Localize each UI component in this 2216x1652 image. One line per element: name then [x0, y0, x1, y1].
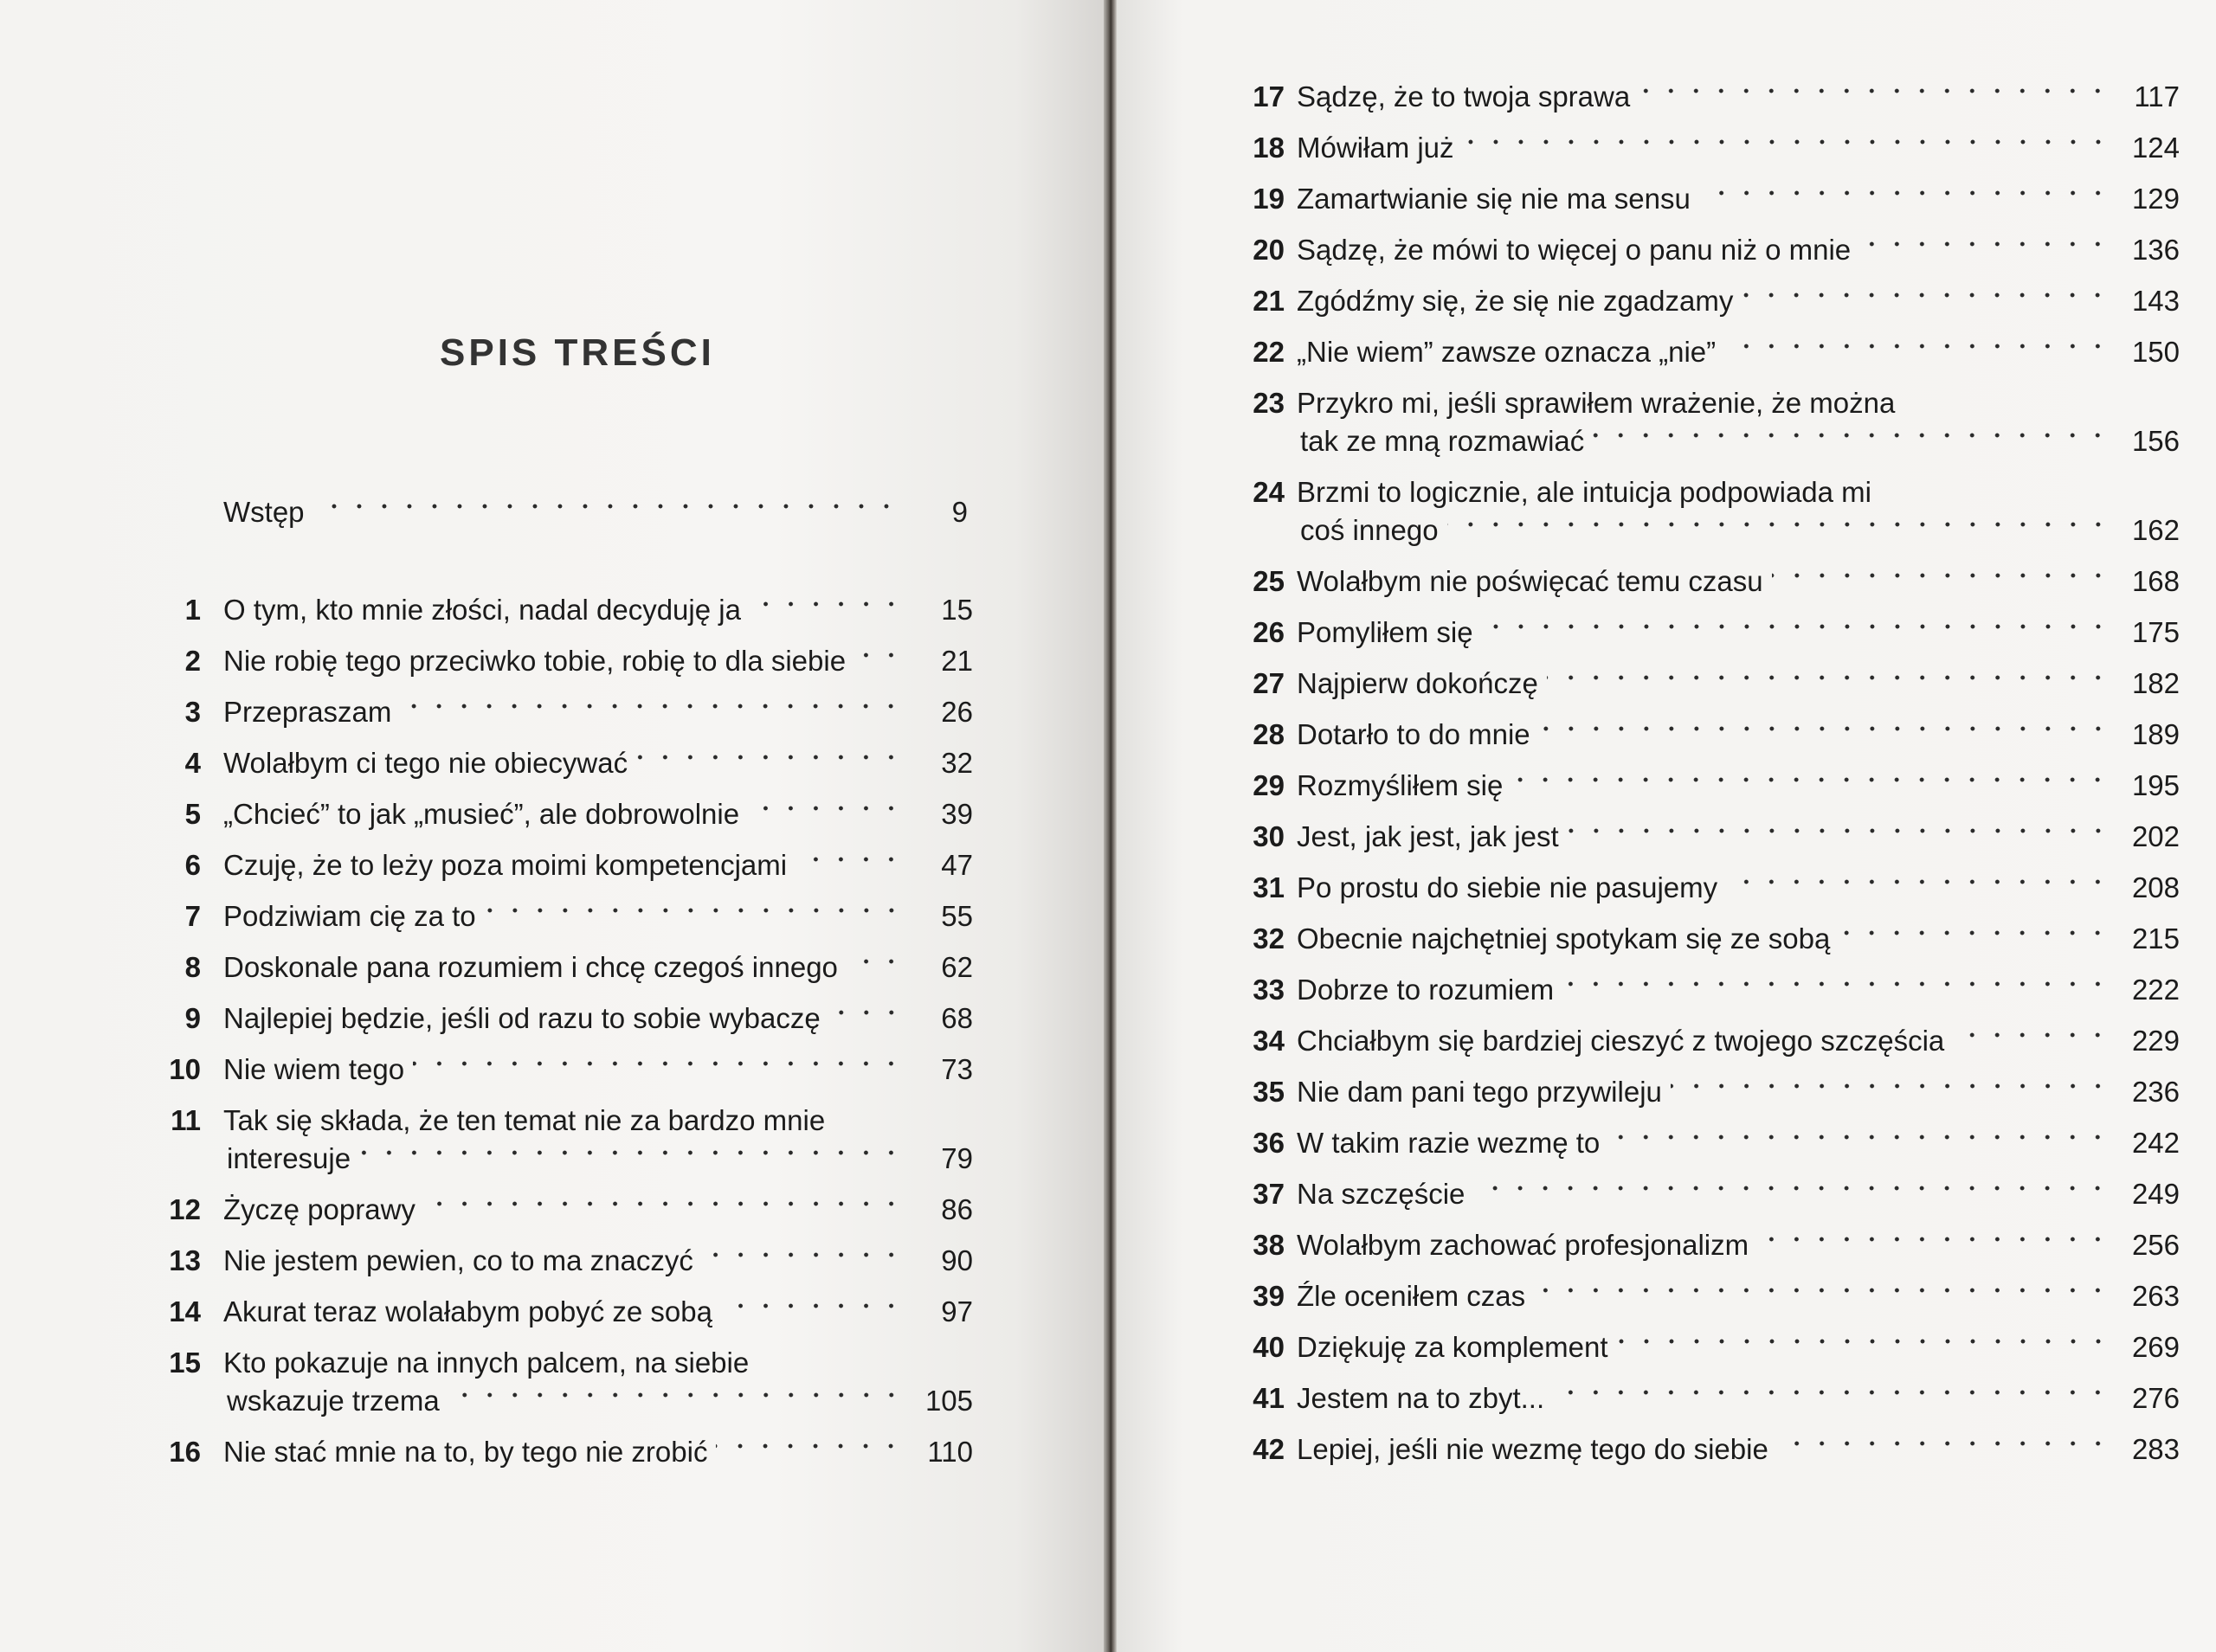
dot-leader [485, 897, 904, 923]
toc-entry[interactable] [1245, 1226, 2180, 1264]
dot-leader [829, 1000, 904, 1025]
toc-entry[interactable] [161, 795, 973, 833]
dot-leader [636, 744, 904, 770]
chapter-number: 39 [1253, 1280, 1285, 1312]
chapter-number: 1 [184, 594, 201, 626]
dot-leader [1562, 971, 2110, 997]
chapter-number: 12 [169, 1193, 201, 1225]
page-number: 15 [941, 594, 973, 626]
toc-entry[interactable] [1245, 473, 2180, 550]
page-number: 150 [2131, 336, 2180, 368]
dot-leader [748, 795, 904, 821]
dot-leader [1639, 78, 2110, 104]
dot-leader [1953, 1022, 2110, 1048]
chapter-title: Najlepiej będzie, jeśli od razu to sobie wybaczę [223, 1002, 821, 1034]
chapter-title-continued: wskazuje trzema [227, 1385, 440, 1417]
chapter-title: Dobrze to rozumiem [1297, 974, 1555, 1006]
page-number: 229 [2131, 1025, 2180, 1057]
chapter-number: 13 [169, 1244, 201, 1276]
chapter-number: 8 [184, 951, 201, 983]
toc-entry[interactable] [1245, 716, 2180, 754]
chapter-title: Obecnie najchętniej spotykam się ze sobą [1297, 922, 1831, 955]
chapter-title: Wolałbym zachować profesjonalizm [1297, 1229, 1749, 1261]
page-number: 79 [941, 1142, 973, 1174]
page-number: 276 [2131, 1382, 2180, 1414]
chapter-number: 26 [1253, 616, 1285, 648]
dot-leader [1593, 422, 2110, 448]
toc-entry[interactable] [1245, 1175, 2180, 1213]
chapter-number: 3 [184, 696, 201, 728]
dot-leader [1617, 1328, 2111, 1354]
chapter-title: Sądzę, że mówi to więcej o panu niż o mnie [1297, 234, 1852, 266]
toc-entry[interactable] [1245, 767, 2180, 805]
chapter-title: „Nie wiem” zawsze oznacza „nie” [1297, 336, 1717, 368]
dot-leader [1777, 1430, 2110, 1456]
chapter-title: Wolałbym ci tego nie obiecywać [223, 747, 628, 779]
page-number: 55 [941, 900, 973, 932]
chapter-number: 20 [1253, 234, 1285, 266]
page-number: 215 [2131, 922, 2180, 955]
dot-leader [1859, 231, 2110, 257]
page-number: 32 [941, 747, 973, 779]
page-number: 68 [941, 1002, 973, 1034]
chapter-number: 19 [1253, 183, 1285, 215]
page-number: 62 [941, 951, 973, 983]
page-number: 175 [2131, 616, 2180, 648]
page-number: 242 [2131, 1127, 2180, 1159]
chapter-number: 17 [1253, 80, 1285, 112]
chapter-number: 7 [184, 900, 201, 932]
chapter-title: Sądzę, że to twoja sprawa [1297, 80, 1631, 112]
toc-entry[interactable] [1245, 869, 2180, 907]
dot-leader [721, 1293, 904, 1319]
toc-entry[interactable] [161, 591, 973, 629]
chapter-number: 36 [1253, 1127, 1285, 1159]
toc-entry[interactable] [1245, 1430, 2180, 1469]
chapter-number: 41 [1253, 1382, 1285, 1414]
dot-leader [313, 493, 899, 519]
dot-leader [1726, 869, 2110, 895]
dot-leader [1772, 562, 2110, 588]
dot-leader [1742, 282, 2110, 308]
chapter-number: 24 [1253, 476, 1285, 508]
toc-entry[interactable] [161, 642, 973, 680]
chapter-title: Zgódźmy się, że się nie zgadzamy [1297, 285, 1734, 317]
toc-intro-label: Wstęp [223, 496, 305, 528]
toc-entry[interactable] [161, 744, 973, 782]
chapter-title: Na szczęście [1297, 1178, 1466, 1210]
page-number: 283 [2131, 1433, 2180, 1465]
chapter-number: 29 [1253, 769, 1285, 801]
chapter-title: Jest, jak jest, jak jest [1297, 820, 1559, 852]
chapter-title: Doskonale pana rozumiem i chcę czegoś innego [223, 951, 838, 983]
toc-entry[interactable] [1245, 818, 2180, 856]
chapter-title: Podziwiam cię za to [223, 900, 476, 932]
book-spine [1104, 0, 1117, 1652]
toc-entry[interactable] [1245, 1073, 2180, 1111]
chapter-title: Zamartwianie się nie ma sensu [1297, 183, 1691, 215]
dot-leader [1463, 129, 2110, 155]
chapter-number: 15 [169, 1347, 201, 1379]
dot-leader [796, 846, 904, 872]
chapter-title: W takim razie wezmę to [1297, 1127, 1601, 1159]
toc-entry[interactable] [161, 1102, 973, 1178]
chapter-title: Najpierw dokończę [1297, 667, 1538, 699]
chapter-title: Źle oceniłem czas [1297, 1280, 1526, 1312]
toc-entry[interactable] [1245, 920, 2180, 958]
dot-leader [1482, 614, 2110, 640]
toc-entry[interactable] [161, 897, 973, 935]
chapter-number: 31 [1253, 871, 1285, 903]
chapter-number: 14 [169, 1295, 201, 1327]
toc-entry[interactable] [1245, 180, 2180, 218]
toc-entry[interactable] [161, 948, 973, 987]
toc-entry[interactable] [1245, 614, 2180, 652]
toc-entry[interactable] [1245, 1124, 2180, 1162]
chapter-title: Lepiej, jeśli nie wezmę tego do siebie [1297, 1433, 1768, 1465]
chapter-number: 42 [1253, 1433, 1285, 1465]
chapter-title: Przepraszam [223, 696, 392, 728]
dot-leader [413, 1051, 904, 1077]
page-number: 136 [2131, 234, 2180, 266]
chapter-number: 37 [1253, 1178, 1285, 1210]
dot-leader [854, 642, 904, 668]
page-title: SPIS TREŚCI [440, 331, 715, 374]
toc-entry[interactable] [1245, 282, 2180, 320]
chapter-number: 2 [184, 645, 201, 677]
dot-leader [1547, 665, 2110, 691]
dot-leader [1757, 1226, 2110, 1252]
toc-entry[interactable] [161, 1051, 973, 1089]
page-number: 129 [2131, 183, 2180, 215]
page-number: 90 [941, 1244, 973, 1276]
chapter-number: 16 [169, 1436, 201, 1468]
dot-leader [1724, 333, 2110, 359]
dot-leader [1608, 1124, 2110, 1150]
dot-leader [1553, 1379, 2110, 1405]
toc-entry[interactable] [161, 1293, 973, 1331]
page-number: 189 [2131, 718, 2180, 750]
chapter-title: Nie dam pani tego przywileju [1297, 1076, 1662, 1108]
page-number: 39 [941, 798, 973, 830]
chapter-number: 23 [1253, 387, 1285, 419]
chapter-title: Kto pokazuje na innych palcem, na siebie [223, 1347, 750, 1379]
chapter-number: 25 [1253, 565, 1285, 597]
page-number: 86 [941, 1193, 973, 1225]
chapter-number: 5 [184, 798, 201, 830]
chapter-title: „Chcieć” to jak „musieć”, ale dobrowolnie [223, 798, 740, 830]
chapter-title: Życzę poprawy [223, 1193, 416, 1225]
dot-leader [424, 1191, 904, 1217]
page-number: 124 [2131, 132, 2180, 164]
chapter-title: Akurat teraz wolałabym pobyć ze sobą [223, 1295, 712, 1327]
dot-leader [1671, 1073, 2110, 1099]
toc-entry[interactable] [1245, 1328, 2180, 1366]
toc-entry[interactable] [161, 1344, 973, 1420]
chapter-title-continued: interesuje [227, 1142, 351, 1174]
chapter-title-continued: tak ze mną rozmawiać [1300, 425, 1585, 457]
dot-leader [1534, 1277, 2110, 1303]
toc-entry[interactable] [1245, 1022, 2180, 1060]
toc-entry[interactable] [161, 1433, 973, 1471]
chapter-title-continued: coś innego [1300, 514, 1439, 546]
dot-leader [1568, 818, 2110, 844]
page-number: 182 [2131, 667, 2180, 699]
chapter-number: 18 [1253, 132, 1285, 164]
chapter-number: 38 [1253, 1229, 1285, 1261]
toc-entry[interactable] [1245, 129, 2180, 167]
page-number: 162 [2131, 514, 2180, 546]
chapter-number: 6 [184, 849, 201, 881]
page-number: 21 [941, 645, 973, 677]
chapter-title: Nie jestem pewien, co to ma znaczyć [223, 1244, 693, 1276]
chapter-title: Nie stać mnie na to, by tego nie zrobić [223, 1436, 708, 1468]
chapter-title: Nie robię tego przeciwko tobie, robię to dla siebie [223, 645, 847, 677]
chapter-title: O tym, kto mnie złości, nadal decyduję ja [223, 594, 741, 626]
toc-intro-page: 9 [951, 496, 968, 528]
dot-leader [1699, 180, 2110, 206]
toc-entry[interactable] [161, 846, 973, 884]
chapter-number: 9 [184, 1002, 201, 1034]
chapter-number: 28 [1253, 718, 1285, 750]
dot-leader [1511, 767, 2110, 793]
chapter-number: 33 [1253, 974, 1285, 1006]
page-number: 47 [941, 849, 973, 881]
chapter-title: Jestem na to zbyt... [1297, 1382, 1545, 1414]
dot-leader [847, 948, 904, 974]
right-page [1117, 0, 2216, 1652]
page-number: 156 [2131, 425, 2180, 457]
chapter-title: Nie wiem tego [223, 1053, 405, 1085]
page-number: 105 [924, 1385, 973, 1417]
dot-leader [400, 693, 904, 719]
page-number: 117 [2134, 80, 2180, 112]
page-number: 236 [2131, 1076, 2180, 1108]
dot-leader [1473, 1175, 2110, 1201]
page-number: 249 [2131, 1178, 2180, 1210]
dot-leader [702, 1242, 904, 1268]
toc-entry[interactable] [161, 1242, 973, 1280]
toc-entry[interactable] [161, 1000, 973, 1038]
page-number: 110 [927, 1436, 973, 1468]
chapter-title: Czuję, że to leży poza moimi kompetencjami [223, 849, 788, 881]
page-number: 73 [941, 1053, 973, 1085]
toc-entry[interactable] [1245, 78, 2180, 116]
dot-leader [1839, 920, 2110, 946]
chapter-title: Po prostu do siebie nie pasujemy [1297, 871, 1718, 903]
chapter-number: 22 [1253, 336, 1285, 368]
chapter-number: 4 [184, 747, 201, 779]
dot-leader [1447, 511, 2110, 537]
dot-leader [359, 1140, 904, 1166]
toc-entry[interactable] [1245, 665, 2180, 703]
chapter-number: 32 [1253, 922, 1285, 955]
toc-entry[interactable] [161, 1191, 973, 1229]
page-number: 143 [2131, 285, 2180, 317]
page-number: 256 [2131, 1229, 2180, 1261]
chapter-number: 34 [1253, 1025, 1285, 1057]
page-number: 208 [2131, 871, 2180, 903]
chapter-title: Tak się składa, że ten temat nie za bardzo mnie [223, 1104, 826, 1136]
chapter-title: Mówiłam już [1297, 132, 1454, 164]
chapter-title: Przykro mi, jeśli sprawiłem wrażenie, że można [1297, 387, 1896, 419]
chapter-number: 27 [1253, 667, 1285, 699]
dot-leader [1539, 716, 2110, 742]
page-number: 195 [2131, 769, 2180, 801]
page-number: 97 [941, 1295, 973, 1327]
chapter-title: Pomyliłem się [1297, 616, 1473, 648]
chapter-title: Wolałbym nie poświęcać temu czasu [1297, 565, 1763, 597]
toc-entry[interactable] [1245, 971, 2180, 1009]
toc-entry[interactable] [1245, 231, 2180, 269]
chapter-number: 11 [171, 1104, 201, 1136]
chapter-title: Dotarło to do mnie [1297, 718, 1530, 750]
chapter-number: 10 [169, 1053, 201, 1085]
page-number: 202 [2131, 820, 2180, 852]
chapter-title: Chciałbym się bardziej cieszyć z twojego szczęścia [1297, 1025, 1945, 1057]
chapter-number: 30 [1253, 820, 1285, 852]
dot-leader [448, 1382, 904, 1408]
toc-entry[interactable] [161, 693, 973, 731]
page-number: 168 [2131, 565, 2180, 597]
page-number: 263 [2131, 1280, 2180, 1312]
chapter-title: Rozmyśliłem się [1297, 769, 1504, 801]
toc-entry[interactable] [1245, 1277, 2180, 1315]
toc-entry[interactable] [1245, 1379, 2180, 1417]
chapter-number: 35 [1253, 1076, 1285, 1108]
toc-entry[interactable] [1245, 562, 2180, 601]
left-page [0, 0, 1104, 1652]
chapter-number: 40 [1253, 1331, 1285, 1363]
page-number: 269 [2131, 1331, 2180, 1363]
dot-leader [716, 1433, 904, 1459]
chapter-title: Brzmi to logicznie, ale intuicja podpowiada mi [1297, 476, 1871, 508]
dot-leader [750, 591, 904, 617]
page-number: 222 [2131, 974, 2180, 1006]
chapter-number: 21 [1253, 285, 1285, 317]
toc-entry[interactable] [1245, 333, 2180, 371]
page-number: 26 [941, 696, 973, 728]
chapter-title: Dziękuję za komplement [1297, 1331, 1608, 1363]
toc-entry[interactable] [1245, 384, 2180, 460]
